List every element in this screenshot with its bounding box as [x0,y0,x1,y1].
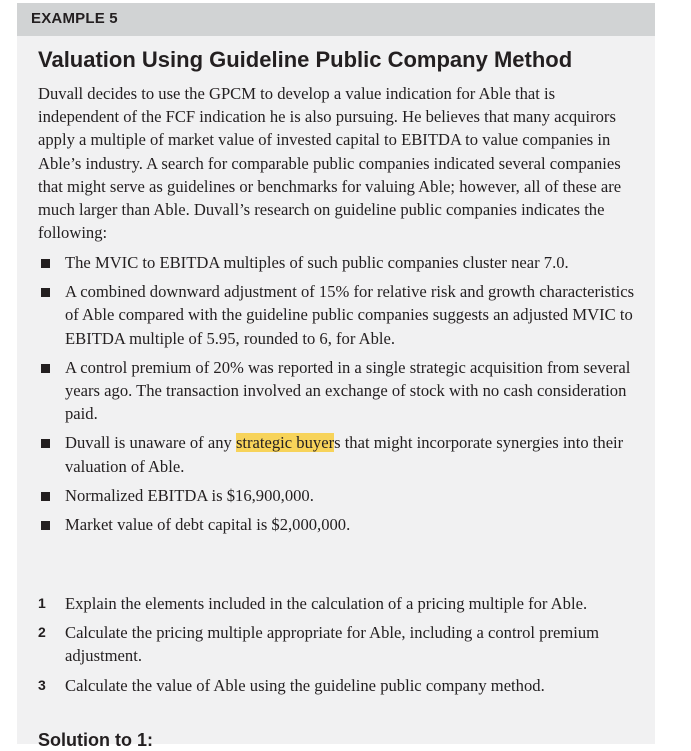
question-item [38,592,638,615]
question-text: Explain the elements included in the calculation of a pricing multiple for Able. [65,594,588,613]
list-item [38,431,638,477]
question-text: Calculate the value of Able using the guideline public company method. [65,675,545,695]
square-bullet-icon [41,288,50,297]
intro-paragraph: Duvall decides to use the GPCM to develop a value indication for Able that is independent of the FCF indication he is also pursuing. He believes that many acquirors apply a multiple of market value of invested capital to EBITDA to value companies in Able’s industry. A search for comparable public companies indicated several companies that might serve as guidelines or benchmarks for valuing Able; however, all of these are much larger than Able. Duvall’s research on guideline public companies indicates the following: [38,84,622,243]
list-item [38,513,638,536]
question-item [38,621,638,667]
question-number: 2 [38,624,46,641]
question-number: 3 [38,676,46,693]
square-bullet-icon [41,492,50,501]
example-title: Valuation Using Guideline Public Company Method [38,47,573,72]
question-number: 1 [38,595,46,611]
list-item-text: Market value of debt capital is $2,000,000. [65,515,351,535]
highlighted-text: strategic buyer [235,433,335,453]
square-bullet-icon [41,521,50,530]
list-item [38,356,638,426]
example-label: EXAMPLE 5 [31,10,118,27]
solution-heading: Solution to 1: [38,730,153,750]
facts-list [38,251,638,542]
list-item-text-after: s that might incorporate synergies into their valuation of Able. [65,433,624,476]
list-item-text: A control premium of 20% was reported in a single strategic acquisition from several years ago. The transaction involved an exchange of stock with no cash consideration paid. [65,357,631,424]
square-bullet-icon [41,259,50,268]
list-item-text: The MVIC to EBITDA multiples of such public companies cluster near 7.0. [65,253,569,272]
question-text: Calculate the pricing multiple appropriate for Able, including a control premium adjustment. [65,623,600,666]
questions-list [38,592,638,703]
list-item [38,251,638,274]
list-item-text: Normalized EBITDA is $16,900,000. [65,485,314,505]
list-item-text: A combined downward adjustment of 15% for relative risk and growth characteristics of Able compared with the guideline public companies suggests an adjusted MVIC to EBITDA multiple of 5.95, rounded to 6, for Able. [65,282,635,348]
question-item [38,674,638,697]
list-item [38,280,638,350]
square-bullet-icon [41,439,50,448]
example-header-bar [17,3,655,36]
list-item-text-before: Duvall is unaware of any [65,433,236,453]
square-bullet-icon [41,364,50,373]
list-item [38,484,638,507]
